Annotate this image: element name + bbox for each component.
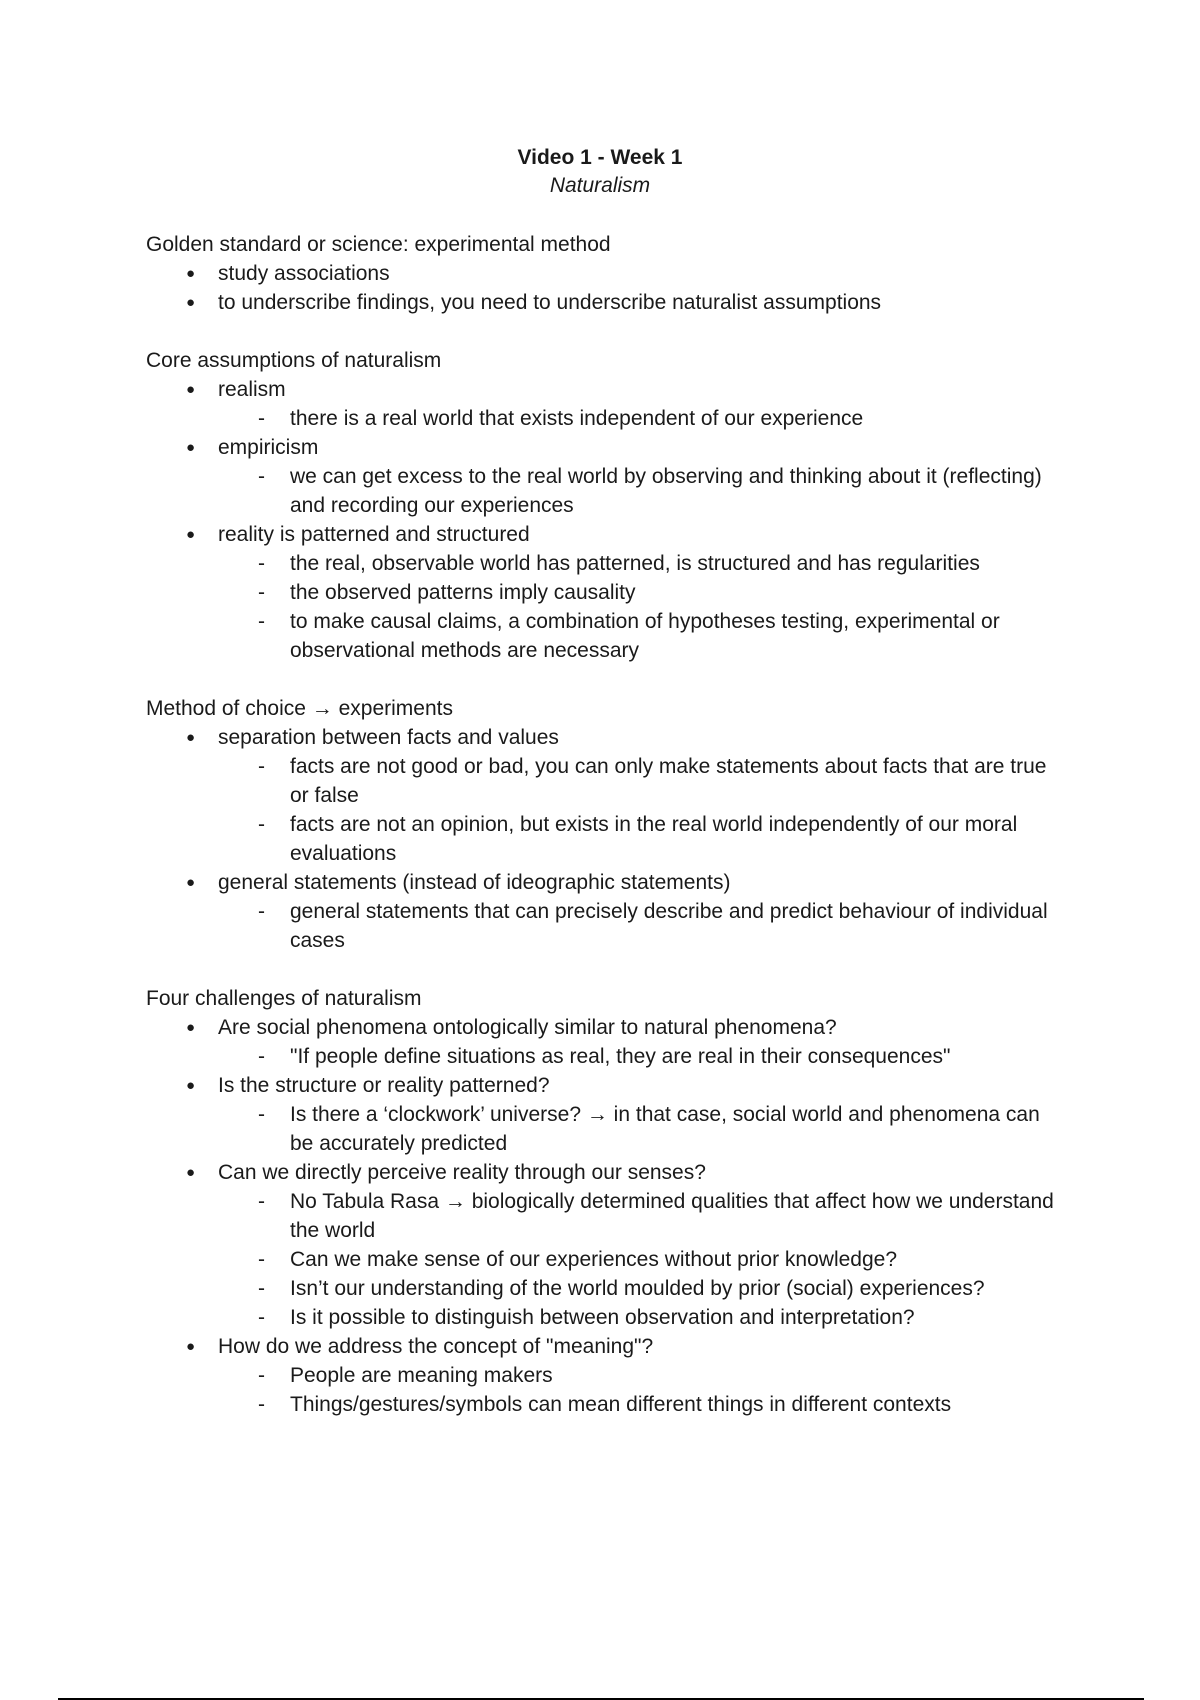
bullet-item <box>146 1071 1066 1158</box>
dash-icon: - <box>258 552 265 575</box>
dash-item <box>218 1187 1066 1245</box>
bullet-item <box>146 259 1066 288</box>
dash-icon: - <box>258 407 265 430</box>
bullet-text: Is the structure or reality patterned? <box>218 1074 550 1097</box>
bullet-text: Are social phenomena ontologically similar to natural phenomena? <box>218 1016 837 1039</box>
dash-text: we can get excess to the real world by observing and thinking about it (reflecting) and recording our experiences <box>290 465 1042 517</box>
dash-text: Is there a ‘clockwork’ universe? → in that case, social world and phenomena can be accurately predicted <box>290 1103 1040 1155</box>
bullet-item <box>146 375 1066 433</box>
dash-list <box>218 1361 1066 1419</box>
bullet-icon: ● <box>186 265 196 282</box>
bullet-item <box>146 723 1066 868</box>
dash-text: facts are not good or bad, you can only make statements about facts that are true or false <box>290 755 1047 807</box>
dash-text: the real, observable world has patterned, is structured and has regularities <box>290 552 980 575</box>
bullet-icon: ● <box>186 1019 196 1036</box>
bullet-icon: ● <box>186 1077 196 1094</box>
dash-icon: - <box>258 1248 265 1271</box>
dash-icon: - <box>258 1306 265 1329</box>
dash-item <box>218 404 1066 433</box>
dash-item <box>218 897 1066 955</box>
dash-icon: - <box>258 1103 265 1126</box>
bullet-icon: ● <box>186 439 196 456</box>
dash-text: "If people define situations as real, they are real in their consequences" <box>290 1045 951 1068</box>
dash-list <box>218 549 1066 665</box>
bullet-icon: ● <box>186 874 196 891</box>
bullet-text: general statements (instead of ideographic statements) <box>218 871 731 894</box>
dash-icon: - <box>258 465 265 488</box>
dash-text: Is it possible to distinguish between observation and interpretation? <box>290 1306 915 1329</box>
dash-icon: - <box>258 755 265 778</box>
bullet-text: separation between facts and values <box>218 726 559 749</box>
dash-icon: - <box>258 610 265 633</box>
bullet-text: empiricism <box>218 436 319 459</box>
bullet-item <box>146 520 1066 665</box>
bullet-item <box>146 1158 1066 1332</box>
dash-icon: - <box>258 1364 265 1387</box>
section-heading: Core assumptions of naturalism <box>146 349 442 372</box>
bullet-text: reality is patterned and structured <box>218 523 530 546</box>
document-body <box>146 230 1066 1448</box>
bullet-item <box>146 1013 1066 1071</box>
dash-item <box>218 1390 1066 1419</box>
bullet-item <box>146 288 1066 317</box>
section <box>146 230 1066 317</box>
section <box>146 346 1066 665</box>
dash-text: there is a real world that exists independent of our experience <box>290 407 864 430</box>
dash-item <box>218 607 1066 665</box>
dash-icon: - <box>258 1277 265 1300</box>
bullet-text: realism <box>218 378 286 401</box>
section-heading: Four challenges of naturalism <box>146 987 422 1010</box>
dash-item <box>218 1042 1066 1071</box>
section-heading: Method of choice → experiments <box>146 697 453 720</box>
dash-text: the observed patterns imply causality <box>290 581 636 604</box>
bullet-icon: ● <box>186 526 196 543</box>
dash-list <box>218 897 1066 955</box>
dash-icon: - <box>258 1393 265 1416</box>
dash-list <box>218 752 1066 868</box>
dash-list <box>218 1100 1066 1158</box>
dash-list <box>218 1042 1066 1071</box>
bullet-item <box>146 868 1066 955</box>
bullet-list <box>146 259 1066 317</box>
dash-icon: - <box>258 900 265 923</box>
bullet-text: Can we directly perceive reality through our senses? <box>218 1161 706 1184</box>
dash-item <box>218 549 1066 578</box>
bullet-text: to underscribe findings, you need to underscribe naturalist assumptions <box>218 291 882 314</box>
dash-item <box>218 1245 1066 1274</box>
dash-text: Can we make sense of our experiences without prior knowledge? <box>290 1248 898 1271</box>
bullet-icon: ● <box>186 1164 196 1181</box>
dash-icon: - <box>258 581 265 604</box>
dash-text: to make causal claims, a combination of hypotheses testing, experimental or observational methods are necessary <box>290 610 1000 662</box>
bullet-text: study associations <box>218 262 390 285</box>
dash-item <box>218 810 1066 868</box>
dash-item <box>218 1100 1066 1158</box>
dash-icon: - <box>258 1045 265 1068</box>
section-heading: Golden standard or science: experimental method <box>146 233 611 256</box>
dash-list <box>218 1187 1066 1332</box>
bullet-text: How do we address the concept of "meaning"? <box>218 1335 654 1358</box>
section <box>146 694 1066 955</box>
dash-item <box>218 752 1066 810</box>
bullet-list <box>146 375 1066 665</box>
dash-text: facts are not an opinion, but exists in the real world independently of our moral evaluations <box>290 813 1018 865</box>
dash-text: Things/gestures/symbols can mean different things in different contexts <box>290 1393 952 1416</box>
dash-text: People are meaning makers <box>290 1364 553 1387</box>
dash-item <box>218 462 1066 520</box>
dash-text: No Tabula Rasa → biologically determined qualities that affect how we understand the world <box>290 1190 1054 1242</box>
bullet-icon: ● <box>186 294 196 311</box>
page-subtitle: Naturalism <box>549 174 651 197</box>
dash-item <box>218 1274 1066 1303</box>
bullet-icon: ● <box>186 729 196 746</box>
bullet-item <box>146 433 1066 520</box>
bullet-icon: ● <box>186 381 196 398</box>
dash-text: Isn’t our understanding of the world moulded by prior (social) experiences? <box>290 1277 985 1300</box>
bullet-icon: ● <box>186 1338 196 1355</box>
dash-list <box>218 462 1066 520</box>
bullet-list <box>146 723 1066 955</box>
dash-text: general statements that can precisely describe and predict behaviour of individual cases <box>290 900 1048 952</box>
bullet-item <box>146 1332 1066 1419</box>
dash-item <box>218 1361 1066 1390</box>
bullet-list <box>146 1013 1066 1419</box>
dash-item <box>218 1303 1066 1332</box>
dash-icon: - <box>258 1190 265 1213</box>
section <box>146 984 1066 1419</box>
page-title: Video 1 - Week 1 <box>517 146 683 169</box>
dash-icon: - <box>258 813 265 836</box>
dash-item <box>218 578 1066 607</box>
dash-list <box>218 404 1066 433</box>
